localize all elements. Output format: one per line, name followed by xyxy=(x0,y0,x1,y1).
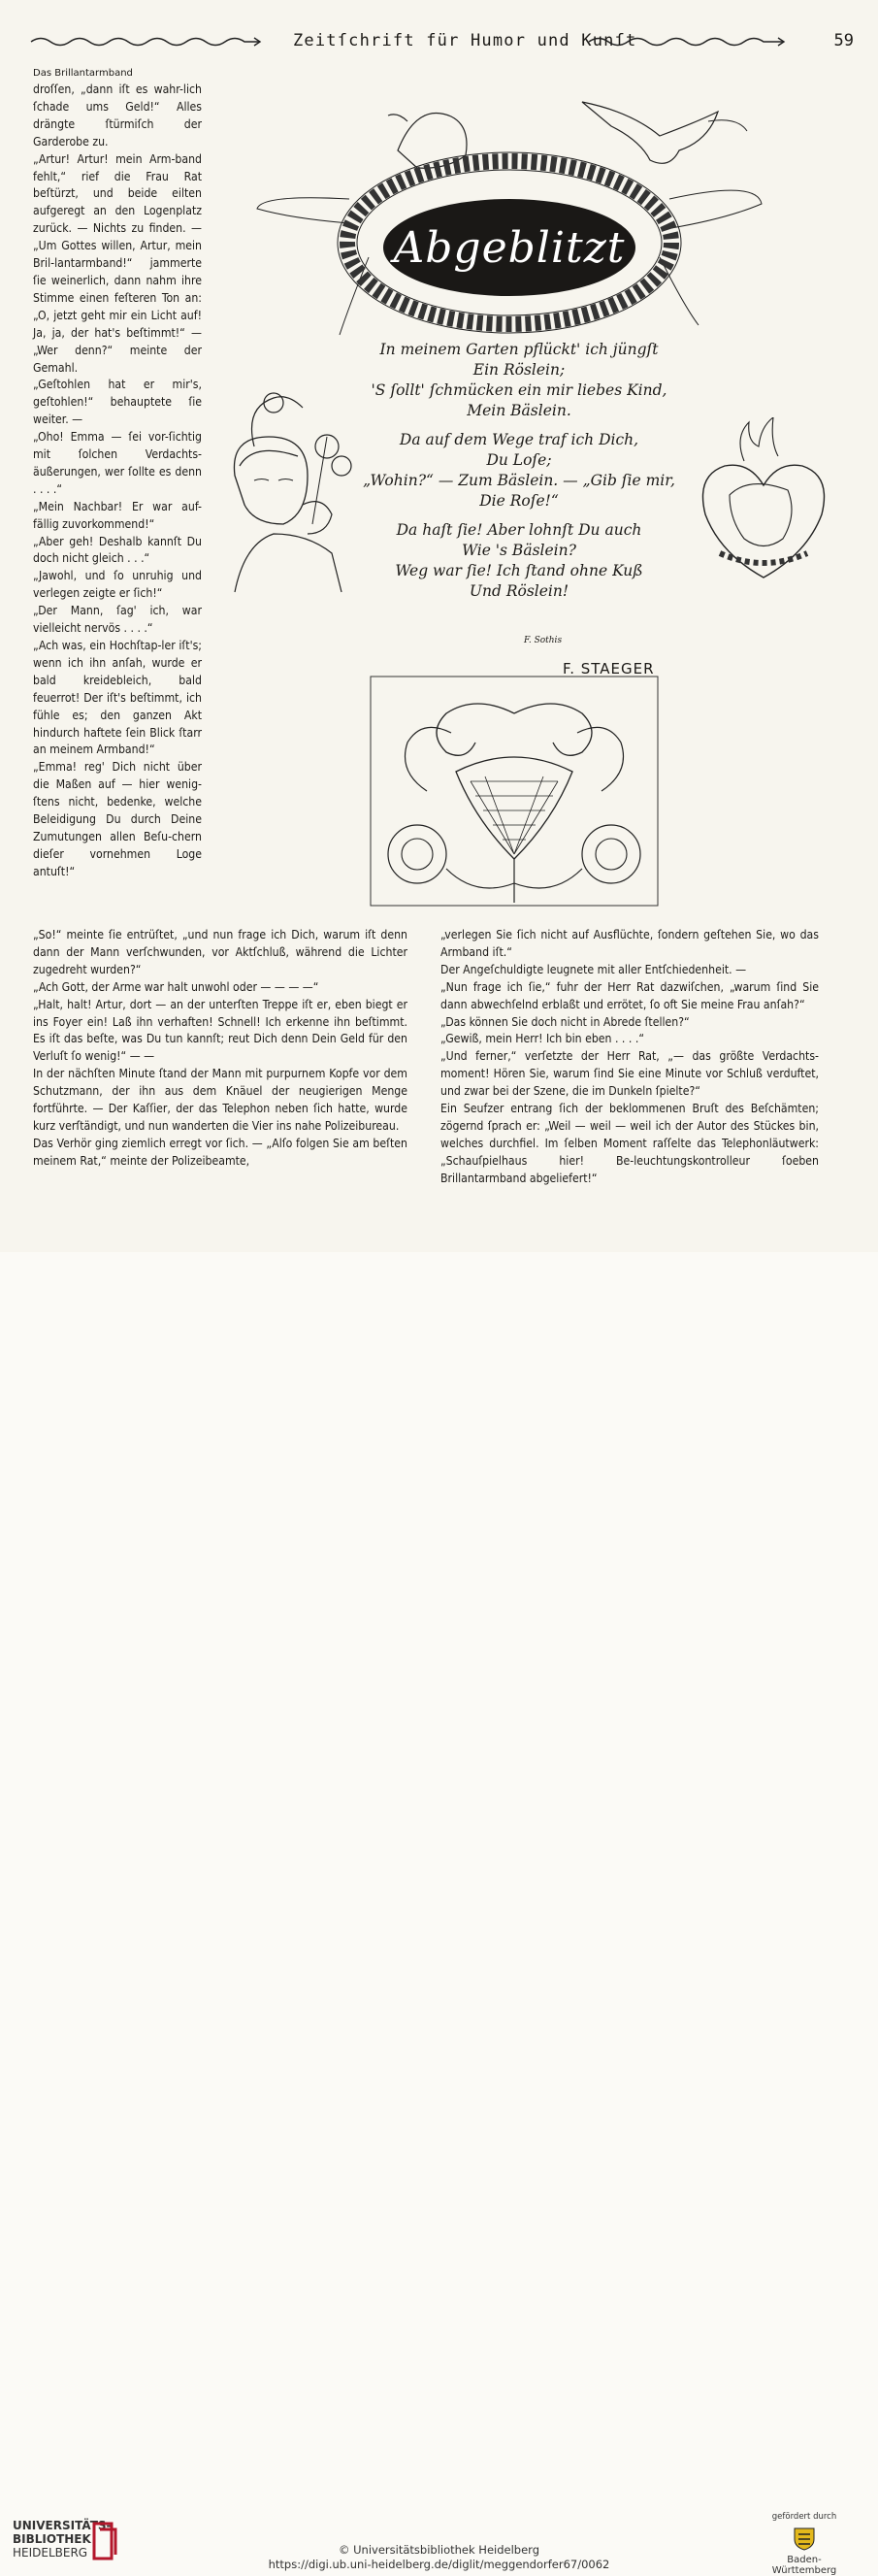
state-name: Baden-Württemberg xyxy=(771,2555,837,2576)
library-logo-line: HEIDELBERG xyxy=(13,2546,88,2559)
paragraph: „Der Mann, ſag' ich, war vielleicht nervös . . . .“ xyxy=(33,604,202,636)
header-ornament-right-icon xyxy=(587,37,786,47)
paragraph: „Mein Nachbar! Er war auf-fällig zuvorkommend!“ xyxy=(33,499,202,531)
paragraph: droſſen, „dann iſt es wahr-lich ſchade ums Geld!“ Alles drängte ſtürmiſch der Garderobe zu. xyxy=(33,83,202,149)
poem-verses xyxy=(354,340,684,611)
paragraph: „Ach Gott, der Arme war halt unwohl oder — — — —“ xyxy=(33,979,319,994)
permalink[interactable]: https://digi.ub.uni-heidelberg.de/diglit/meggendorfer67/0062 xyxy=(268,2558,610,2571)
story-bottom-left-column xyxy=(33,927,407,1171)
page-number: 59 xyxy=(833,31,854,50)
copyright-text: © Universitätsbibliothek Heidelberg xyxy=(338,2543,539,2557)
portrait-man-with-rose-illustration xyxy=(215,388,361,597)
story-bottom-right-column xyxy=(440,927,819,1188)
viewer-footer xyxy=(0,1252,878,2576)
copyright-notice xyxy=(0,2543,878,2572)
page-header xyxy=(29,27,854,56)
paragraph: „Emma! reg' Dich nicht über die Maßen auf — hier wenig-ſtens nicht, bedenke, welche Beleidigung Du durch Deine Zumutungen allen Beſu-chern dieſer vornehmen Loge antuſt!“ xyxy=(33,760,202,878)
paragraph: „Das können Sie doch nicht in Abrede ſtellen?“ xyxy=(440,1014,690,1029)
portrait-woman-in-heart-illustration xyxy=(691,417,836,592)
paragraph: „Halt, halt! Artur, dort — an der unterſten Treppe iſt er, eben biegt er ins Foyer ein! Laß ihn verhaften! Schnell! Ich erkenne ihn beſtimmt. Es iſt das beſte, was Du tun kannſt; reut Dich denn Dein Geld für den Verluſt ſo wenig!“ — — xyxy=(33,997,407,1064)
paragraph: „Gewiß, mein Herr! Ich bin eben . . . .“ xyxy=(440,1032,645,1046)
paragraph: Der Angeſchuldigte leugnete mit aller Entſchiedenheit. — xyxy=(440,962,747,976)
poem-author: F. Sothis xyxy=(524,636,563,645)
header-ornament-left-icon xyxy=(29,37,262,47)
journal-title: Zeitſchrift für Humor und Kunſt xyxy=(293,31,637,50)
poem-stanza: Da haſt ſie! Aber lohnſt Du auch Wie 's Bäslein? Weg war ſie! Ich ſtand ohne Kuß Und Röslein! xyxy=(395,521,643,600)
paragraph: Ein Seufzer entrang ſich der beklommenen Bruſt des Beſchämten; zögernd ſprach er: „Weil — weil — weil ich der Autor des Stückes bin, welches durchfiel. Im ſelben Moment raſſelte das Telephonläutwerk: „Schauſpielhaus hier! Be-leuchtungskontrolleur ſoeben Brillantarmband abgeliefert!“ xyxy=(440,1102,819,1185)
sponsor-block xyxy=(760,2512,849,2576)
story-title: Das Brillantarmband xyxy=(33,68,133,79)
paragraph: „Jawohl, und ſo unruhig und verlegen zeigte er ſich!“ xyxy=(33,569,202,601)
paragraph: „Nun frage ich ſie,“ fuhr der Herr Rat dazwiſchen, „warum ſind Sie dann abwechſelnd erblaßt und errötet, ſo oft Sie meine Frau anſah?“ xyxy=(440,979,819,1011)
paragraph: „So!“ meinte ſie entrüſtet, „und nun frage ich Dich, warum iſt denn dann der Mann verſchwunden, vor Aktſchluß, während die Lichter zugedreht wurden?“ xyxy=(33,928,407,976)
paragraph: „Und ferner,“ verſetzte der Herr Rat, „— das größte Verdachts-moment! Hören Sie, warum ſind Sie eine Minute vor Schluß verduftet, und zwar bei der Szene, die im Dunkeln ſpielte?“ xyxy=(440,1049,819,1099)
library-logo-line: UNIVERSITÄTS- xyxy=(13,2519,112,2532)
poem-stanza: Da auf dem Wege traf ich Dich, Du Loſe; „Wohin?“ — Zum Bäslein. — „Gib ſie mir, Die Roſe!“ xyxy=(363,431,675,510)
poem-stanza: In meinem Garten pflückt' ich jüngſt Ein Röslein; 'S ſollt' ſchmücken ein mir liebes Kind, Mein Bäslein. xyxy=(371,341,667,419)
magazine-page xyxy=(0,0,878,1252)
art-nouveau-ornament-illustration xyxy=(369,675,660,908)
paragraph: „verlegen Sie ſich nicht auf Ausflüchte, ſondern geſtehen Sie, wo das Armband iſt.“ xyxy=(440,928,819,959)
paragraph: „Geſtohlen hat er mir's, geſtohlen!“ behauptete ſie weiter. — xyxy=(33,378,202,427)
state-coat-of-arms-icon xyxy=(792,2526,817,2551)
paragraph: In der nächſten Minute ſtand der Mann mit purpurnem Kopfe vor dem Schutzmann, der ihn aus dem Knäuel der neugierigen Menge fortführte. — Der Kaſſier, der das Telephon neben ſich hatte, wurde kurz verſtändigt, und nun wanderten die Vier ins nahe Polizeibureau. xyxy=(33,1067,407,1133)
poem-title: Abgeblitzt xyxy=(393,222,626,273)
paragraph: Das Verhör ging ziemlich erregt vor ſich. — „Alſo folgen Sie am beſten meinem Rat,“ meinte der Polizeibeamte, xyxy=(33,1136,407,1168)
funded-by-label: gefördert durch xyxy=(771,2512,837,2522)
illustrator-signature: F. STAEGER xyxy=(563,660,655,677)
library-logo-line: BIBLIOTHEK xyxy=(13,2532,91,2546)
story-left-column xyxy=(33,82,202,881)
paragraph: „Artur! Artur! mein Arm-band fehlt,“ rief die Frau Rat beſtürzt, und beide eilten aufgeregt an den Logenplatz zurück. — Nichts zu finden. — „Um Gottes willen, Artur, mein Bril-lantarmband!“ jammerte ſie weinerlich, dann nahm ihre Stimme einen feſteren Ton an: „O, jetzt geht mir ein Licht auf! Ja, ja, der hat's beſtimmt!“ — „Wer denn?“ meinte der Gemahl. xyxy=(33,151,202,375)
paragraph: „Aber geh! Deshalb kannſt Du doch nicht gleich . . .“ xyxy=(33,534,202,566)
paragraph: „Oho! Emma — ſei vor-ſichtig mit ſolchen Verdachts-äußerungen, wer ſollte es denn . . . .“ xyxy=(33,430,202,496)
poem-title-plate xyxy=(383,199,635,296)
paragraph: „Ach was, ein Hochſtap-ler iſt's; wenn ich ihn anſah, wurde er bald kreidebleich, bald feuerrot! Der iſt's beſtimmt, ich fühle es; den ganzen Akt hindurch haftete ſein Blick ſtarr an meinem Armband!“ xyxy=(33,639,202,757)
